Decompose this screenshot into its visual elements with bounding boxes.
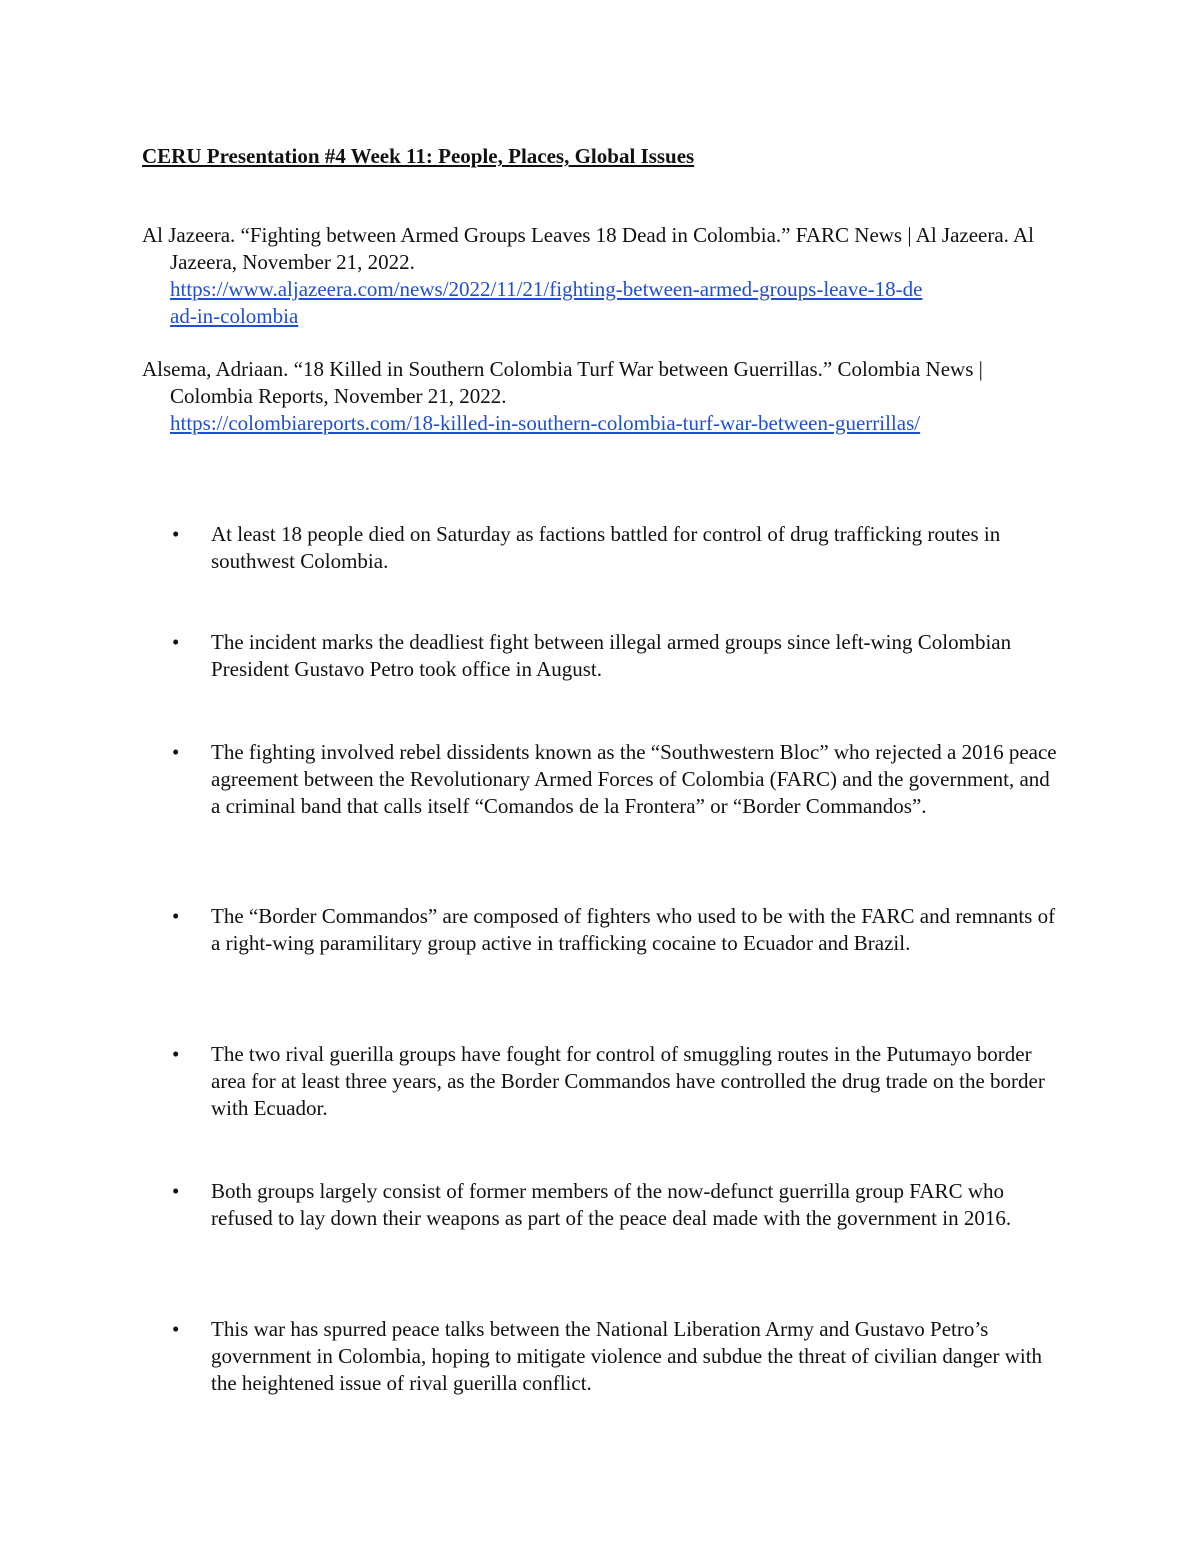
bullet-icon: • [172, 740, 180, 764]
list-item-text: This war has spurred peace talks between the National Liberation Army and Gustavo Petro’s government in Colombia, hoping to mitigate violence and subdue the threat of civilian danger with the heightened issue of rival guerilla conflict. [211, 1317, 1043, 1395]
citation-text: Al Jazeera. “Fighting between Armed Groups Leaves 18 Dead in Colombia.” FARC News | Al [142, 223, 937, 247]
bullet-icon: • [172, 1042, 180, 1066]
list-item-text: The fighting involved rebel dissidents known as the “Southwestern Bloc” who rejected a 2016 peace agreement between the Revolutionary Armed Forces of Colombia (FARC) and the government, and a criminal band that calls itself “Comandos de la Frontera” or “Border Commandos”. [211, 740, 1057, 818]
list-item-text: The incident marks the deadliest fight between illegal armed groups since left-wing Colombian President Gustavo Petro took office in August. [211, 630, 1012, 681]
list-item-text: At least 18 people died on Saturday as factions battled for control of drug trafficking routes in southwest Colombia. [211, 522, 1001, 573]
list-item-text: Both groups largely consist of former members of the now-defunct guerrilla group FARC who refused to lay down their weapons as part of the peace deal made with the government in 2016. [211, 1179, 1012, 1230]
citation-text-cont: News | Colombia Reports, November 21, 2022. [170, 357, 983, 408]
bullet-icon: • [172, 904, 180, 928]
bullet-icon: • [172, 1317, 180, 1341]
list-item-text: The two rival guerilla groups have fought for control of smuggling routes in the Putumayo border area for at least three years, as the Border Commandos have controlled the drug trade on the border with Ecuador. [211, 1042, 1045, 1120]
citation-aljazeera [142, 222, 1070, 330]
bullet-icon: • [172, 522, 180, 546]
citation-link[interactable]: https://www.aljazeera.com/news/2022/11/21/fighting-between-armed-groups-leave-18-de ad-in-colombia [170, 277, 923, 328]
bullet-icon: • [172, 1179, 180, 1203]
citation-text-cont: Jazeera. Al Jazeera, November 21, 2022. [170, 223, 1035, 274]
page-title: CERU Presentation #4 Week 11: People, Places, Global Issues [142, 144, 695, 168]
citation-colombia-reports [142, 356, 1070, 437]
citation-text: Alsema, Adriaan. “18 Killed in Southern Colombia Turf War between Guerrillas.” Colombia [142, 357, 921, 381]
list-item-text: The “Border Commandos” are composed of fighters who used to be with the FARC and remnants of a right-wing paramilitary group active in trafficking cocaine to Ecuador and Brazil. [211, 904, 1056, 955]
citation-link[interactable]: https://colombiareports.com/18-killed-in-southern-colombia-turf-war-between-guerrillas/ [170, 411, 921, 435]
bullet-icon: • [172, 630, 180, 654]
